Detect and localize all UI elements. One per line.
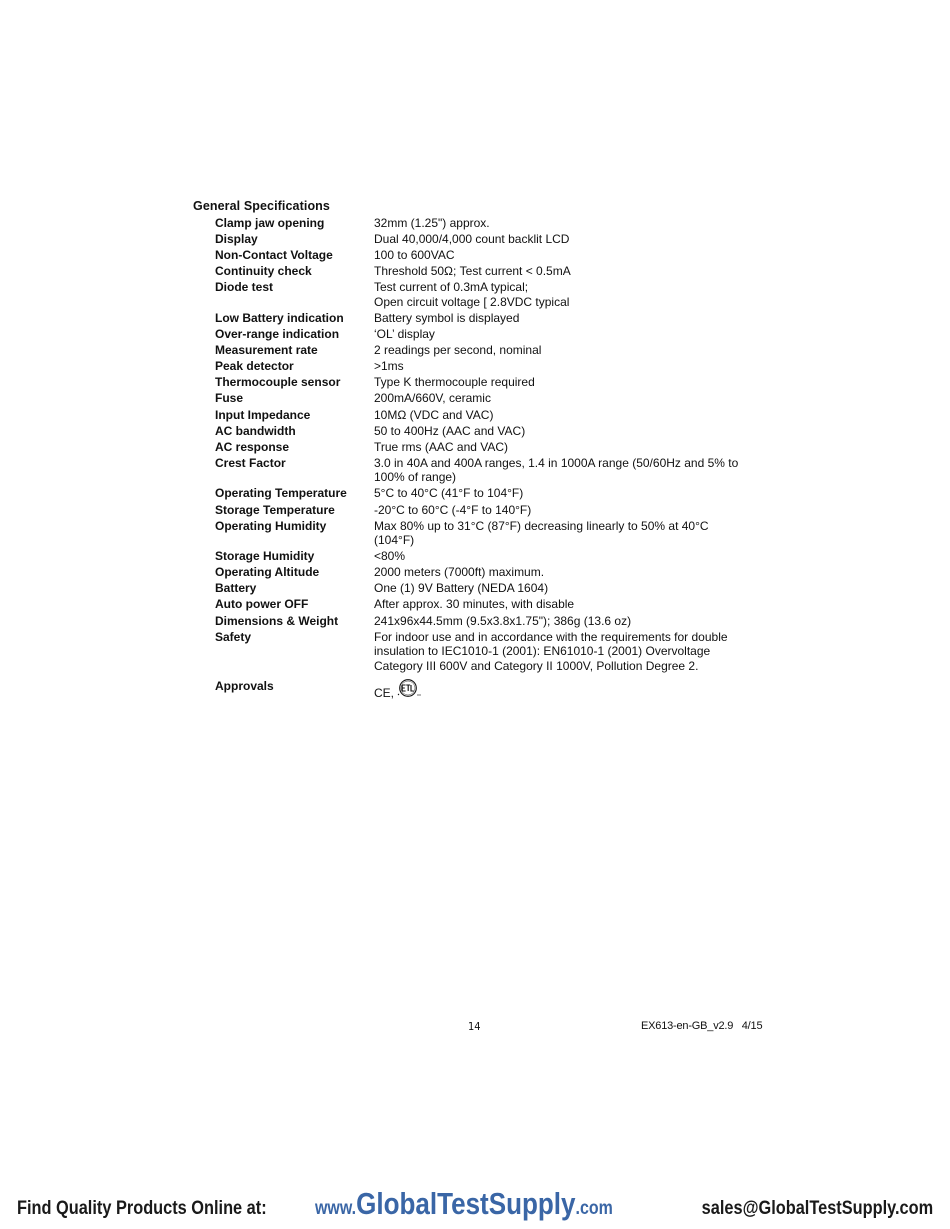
spec-table — [215, 216, 775, 704]
spec-value-line: 5°C to 40°C (41°F to 104°F) — [374, 486, 524, 501]
spec-value — [374, 630, 775, 674]
spec-value-line: insulation to IEC1010-1 (2001): EN61010-1 (2001) Overvoltage — [374, 644, 711, 659]
spec-label: Operating Altitude — [215, 565, 320, 580]
spec-label: AC bandwidth — [215, 423, 296, 438]
spec-label: Storage Temperature — [215, 502, 335, 517]
spec-label: Operating Humidity — [215, 518, 327, 533]
spec-row — [215, 391, 775, 406]
spec-row — [215, 216, 775, 231]
spec-value-line: Max 80% up to 31°C (87°F) decreasing linearly to 50% at 40°C — [374, 518, 709, 533]
spec-row — [215, 630, 775, 674]
spec-value — [374, 565, 775, 580]
document-id: EX613-en-GB_v2.9 4/15 — [641, 1020, 763, 1032]
spec-label: Auto power OFF — [215, 597, 309, 612]
footer-url-suffix: .com — [575, 1198, 613, 1219]
spec-value-line: Test current of 0.3mA typical; — [374, 280, 529, 295]
spec-label: Fuse — [215, 391, 244, 406]
spec-value — [374, 519, 775, 548]
spec-value-line: Dual 40,000/4,000 count backlit LCD — [374, 232, 570, 247]
spec-label: Over-range indication — [215, 327, 340, 342]
spec-row — [215, 486, 775, 501]
spec-row — [215, 375, 775, 390]
spec-value-line: One (1) 9V Battery (NEDA 1604) — [374, 581, 549, 596]
spec-value — [374, 440, 775, 455]
spec-value — [374, 216, 775, 231]
spec-row — [215, 519, 775, 548]
spec-value-line: Type K thermocouple required — [374, 375, 535, 390]
spec-label: Operating Temperature — [215, 486, 347, 501]
spec-label: Input Impedance — [215, 407, 311, 422]
footer-url-prefix: www. — [315, 1198, 357, 1219]
footer-url-main: GlobalTestSupply — [356, 1186, 576, 1221]
spec-row — [215, 614, 775, 629]
spec-label: Battery — [215, 581, 257, 596]
spec-value-line: <80% — [374, 549, 406, 564]
spec-value — [374, 391, 775, 406]
spec-label: Low Battery indication — [215, 310, 344, 325]
approvals-text: CE, — [374, 686, 398, 701]
spec-label: Dimensions & Weight — [215, 613, 339, 628]
spec-value-line: True rms (AAC and VAC) — [374, 439, 509, 454]
spec-value-line: -20°C to 60°C (-4°F to 140°F) — [374, 502, 532, 517]
spec-value-line: 10MΩ (VDC and VAC) — [374, 407, 494, 422]
spec-label: Clamp jaw opening — [215, 216, 325, 230]
spec-value-line: 200mA/660V, ceramic — [374, 391, 491, 406]
spec-heading: General Specifications — [193, 199, 330, 213]
spec-value — [374, 456, 775, 485]
spec-value-line: Category III 600V and Category II 1000V, Pollution Degree 2. — [374, 658, 699, 673]
spec-value-line: 241x96x44.5mm (9.5x3.8x1.75"); 386g (13.6 oz) — [374, 613, 632, 628]
spec-value — [374, 549, 775, 564]
spec-value-line: After approx. 30 minutes, with disable — [374, 597, 575, 612]
spec-row — [215, 456, 775, 485]
spec-value-line: ‘OL’ display — [374, 327, 435, 342]
spec-label: Approvals — [215, 679, 274, 694]
spec-label: AC response — [215, 439, 290, 454]
spec-row-approvals — [215, 679, 775, 703]
footer-email-link[interactable]: sales@GlobalTestSupply.com — [701, 1198, 933, 1219]
spec-value — [374, 280, 775, 309]
spec-row — [215, 549, 775, 564]
spec-row — [215, 327, 775, 342]
spec-label: Measurement rate — [215, 343, 318, 358]
spec-label: Thermocouple sensor — [215, 375, 341, 390]
spec-value — [374, 424, 775, 439]
spec-value-line: 50 to 400Hz (AAC and VAC) — [374, 423, 526, 438]
spec-value — [374, 311, 775, 326]
etl-listed-icon — [397, 679, 423, 703]
spec-label: Crest Factor — [215, 455, 286, 470]
spec-label: Non-Contact Voltage — [215, 248, 333, 263]
spec-value — [374, 248, 775, 263]
footer-website-link[interactable] — [315, 1186, 613, 1222]
spec-row — [215, 440, 775, 455]
spec-value — [374, 614, 775, 629]
spec-label: Storage Humidity — [215, 549, 315, 564]
spec-row — [215, 264, 775, 279]
spec-value-line: >1ms — [374, 359, 404, 374]
spec-value-line: Battery symbol is displayed — [374, 310, 520, 325]
spec-value-line: 2 readings per second, nominal — [374, 343, 542, 358]
spec-row — [215, 503, 775, 518]
spec-label: Display — [215, 232, 258, 247]
spec-row — [215, 565, 775, 580]
spec-row — [215, 424, 775, 439]
spec-value-line: 3.0 in 40A and 400A ranges, 1.4 in 1000A range (50/60Hz and 5% to — [374, 455, 739, 470]
spec-value-line: 2000 meters (7000ft) maximum. — [374, 565, 545, 580]
spec-value-line: Threshold 50Ω; Test current < 0.5mA — [374, 264, 571, 279]
spec-value — [374, 343, 775, 358]
spec-row — [215, 280, 775, 309]
spec-value — [374, 597, 775, 612]
spec-value-line: 100% of range) — [374, 470, 457, 485]
spec-value-line: Open circuit voltage [ 2.8VDC typical — [374, 294, 570, 309]
spec-row — [215, 408, 775, 423]
spec-value — [374, 327, 775, 342]
spec-value — [374, 264, 775, 279]
spec-value — [374, 359, 775, 374]
spec-value — [374, 232, 775, 247]
spec-label: Continuity check — [215, 264, 312, 279]
spec-value — [374, 375, 775, 390]
spec-label: Diode test — [215, 280, 274, 295]
footer-tagline: Find Quality Products Online at: — [17, 1198, 267, 1219]
spec-value-line: 32mm (1.25") approx. — [374, 216, 490, 230]
spec-label: Peak detector — [215, 359, 294, 374]
spec-row — [215, 311, 775, 326]
spec-value — [374, 581, 775, 596]
spec-value — [374, 408, 775, 423]
spec-value — [374, 679, 775, 703]
spec-label: Safety — [215, 629, 252, 644]
spec-row — [215, 359, 775, 374]
spec-value-line: (104°F) — [374, 533, 415, 548]
spec-row — [215, 343, 775, 358]
spec-value — [374, 503, 775, 518]
spec-row — [215, 248, 775, 263]
page-number: 14 — [468, 1020, 481, 1033]
spec-row — [215, 232, 775, 247]
spec-row — [215, 581, 775, 596]
spec-value-line: For indoor use and in accordance with the requirements for double — [374, 629, 728, 644]
spec-row — [215, 597, 775, 612]
footer-banner — [0, 1186, 950, 1226]
spec-value-line: 100 to 600VAC — [374, 248, 455, 263]
spec-value — [374, 486, 775, 501]
